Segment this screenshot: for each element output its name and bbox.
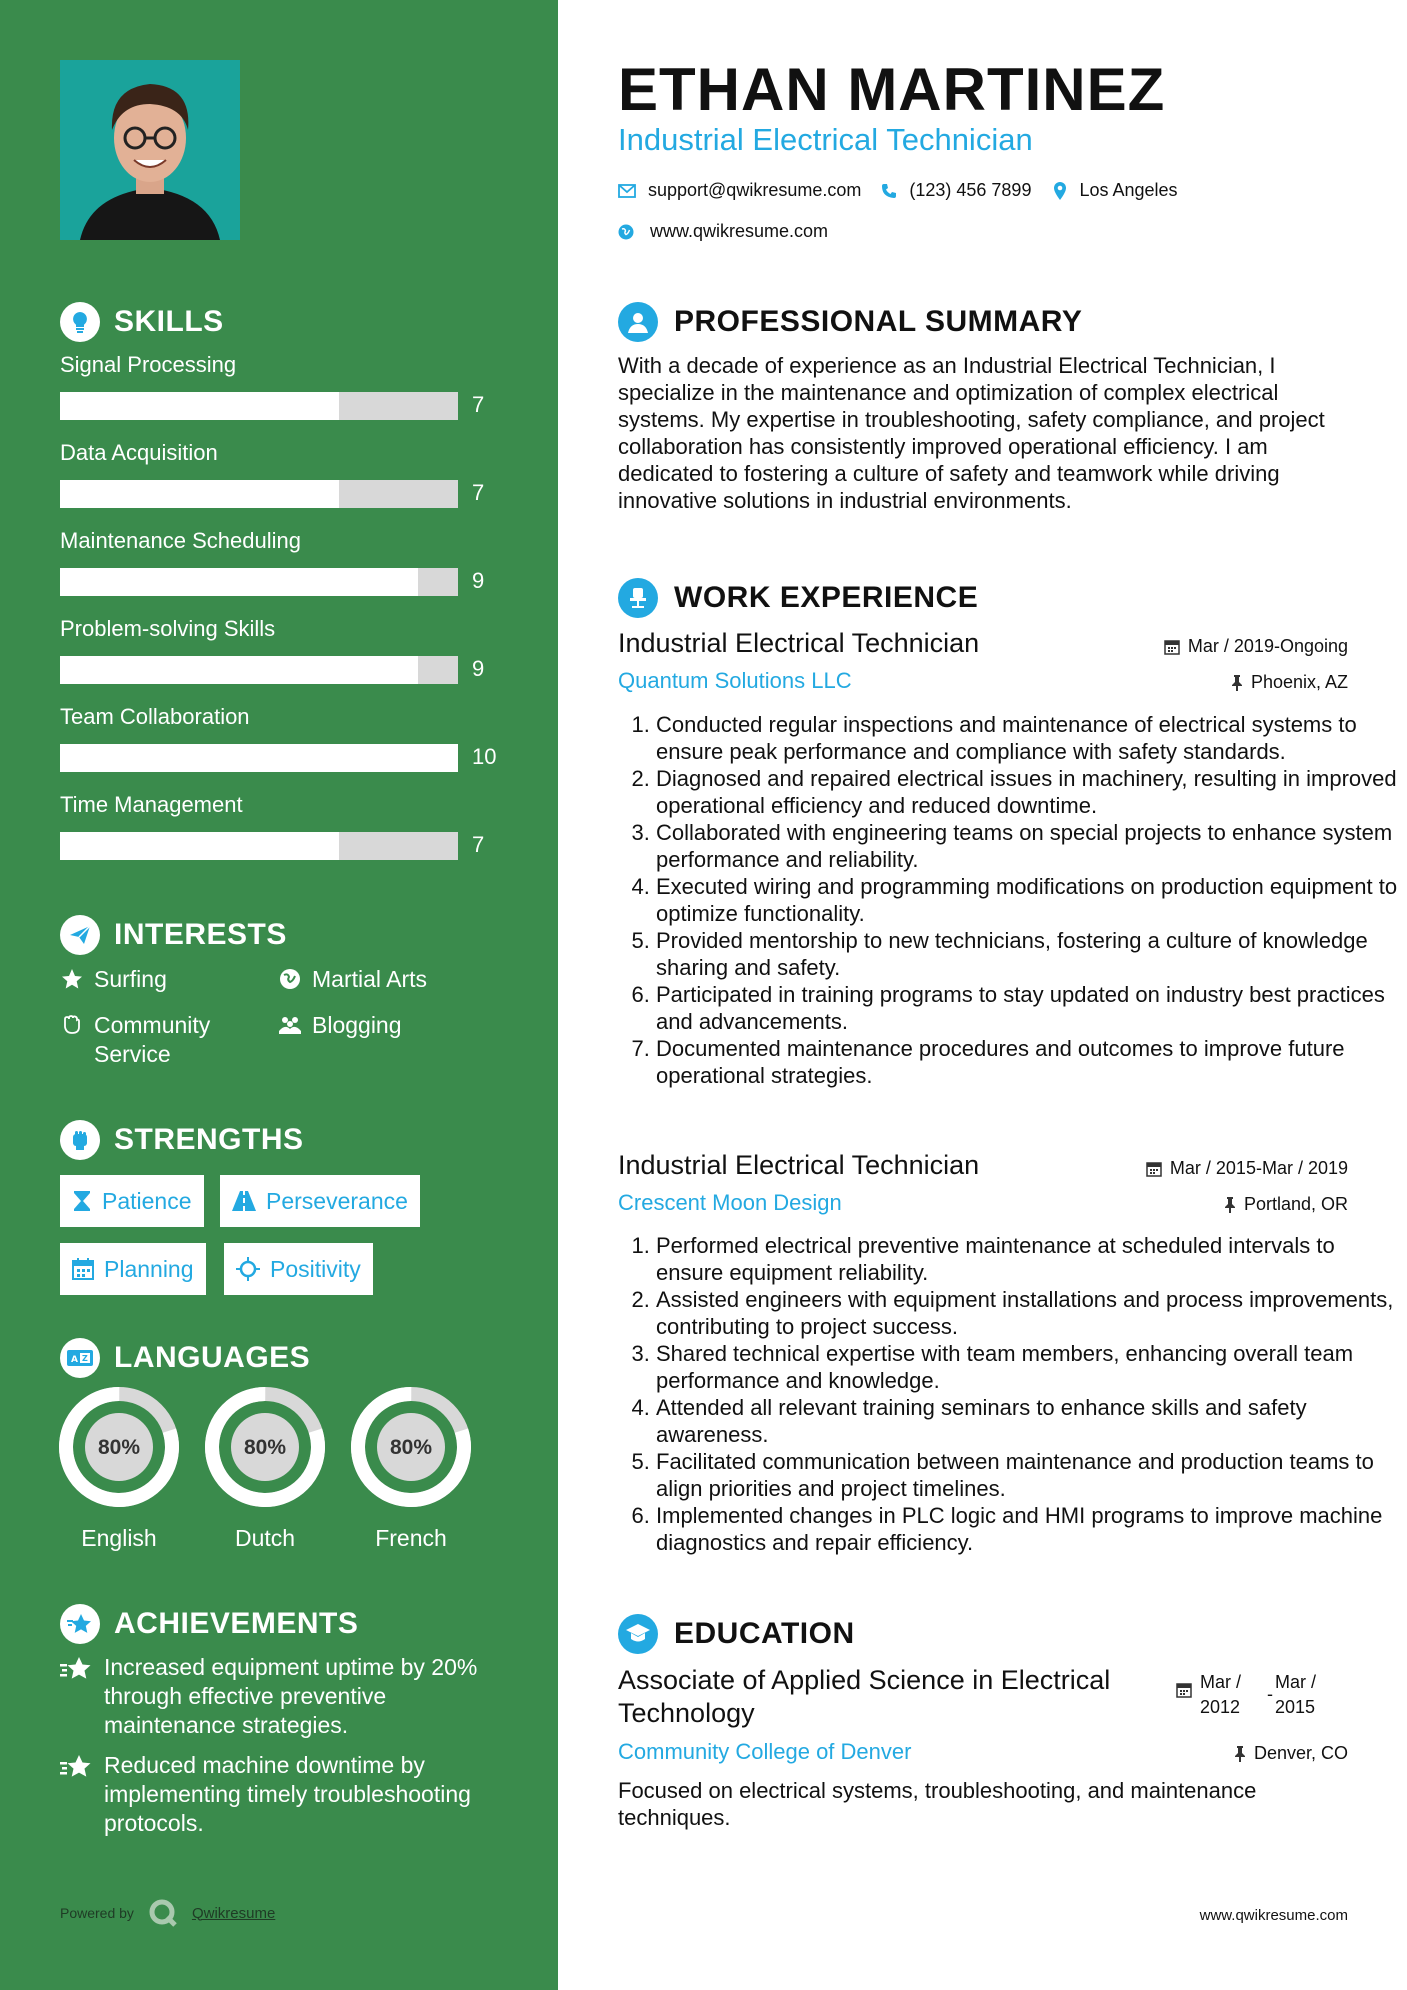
strength-chip bbox=[220, 1175, 420, 1227]
job-location bbox=[1231, 672, 1348, 693]
strengths-title: STRENGTHS bbox=[114, 1123, 304, 1156]
language-ring bbox=[350, 1386, 472, 1508]
education-location-text: Denver, CO bbox=[1253, 1743, 1348, 1763]
education-description: Focused on electrical systems, troubleshooting, and maintenance techniques. bbox=[618, 1778, 1257, 1830]
skill-item bbox=[60, 792, 500, 880]
interest-item bbox=[60, 965, 260, 994]
duty-item: 5. Provided mentorship to new technicians, fostering a culture of knowledge sharing and safety. bbox=[656, 927, 1406, 981]
skill-level: 7 bbox=[472, 832, 485, 857]
interests-title: INTERESTS bbox=[114, 918, 287, 951]
language-ring bbox=[58, 1386, 180, 1508]
group-icon bbox=[278, 1013, 302, 1037]
skill-level: 10 bbox=[472, 744, 497, 769]
achievement-text: Reduced machine downtime by implementing timely troubleshooting protocols. bbox=[104, 1752, 471, 1836]
skill-bar-fill bbox=[60, 568, 418, 596]
skill-bar-fill bbox=[60, 744, 458, 772]
skill-level: 9 bbox=[472, 656, 485, 681]
skill-bar bbox=[60, 392, 458, 420]
qwikresume-link[interactable]: Qwikresume bbox=[191, 1904, 276, 1922]
skill-bar bbox=[60, 744, 458, 772]
skill-bar bbox=[60, 480, 458, 508]
main-content bbox=[558, 0, 1407, 1990]
skill-item bbox=[60, 352, 500, 440]
sun-icon bbox=[236, 1257, 260, 1281]
duty-item: 4. Attended all relevant training seminars to enhance skills and safety awareness. bbox=[656, 1394, 1406, 1448]
pushpin-icon bbox=[1234, 1746, 1246, 1762]
language-name: English bbox=[81, 1525, 157, 1551]
language-item bbox=[350, 1386, 472, 1552]
education-start bbox=[1200, 1670, 1241, 1720]
job-duties bbox=[618, 1232, 1406, 1556]
job-location-text: Phoenix, AZ bbox=[1250, 672, 1348, 692]
user-icon bbox=[618, 302, 658, 342]
education-title: EDUCATION bbox=[674, 1617, 855, 1650]
interest-item bbox=[60, 1011, 260, 1069]
job-location-text: Portland, OR bbox=[1243, 1194, 1348, 1214]
skills-list bbox=[60, 352, 500, 880]
skill-level: 7 bbox=[472, 392, 485, 417]
skill-bar-fill bbox=[60, 392, 339, 420]
achievement-item bbox=[60, 1751, 510, 1838]
pushpin-icon bbox=[1231, 675, 1243, 691]
interest-label: Community Service bbox=[94, 1012, 211, 1067]
skill-bar bbox=[60, 568, 458, 596]
skill-item bbox=[60, 528, 500, 616]
achievement-text: Increased equipment uptime by 20% through effective preventive maintenance strategies. bbox=[104, 1654, 478, 1738]
language-item bbox=[204, 1386, 326, 1552]
candidate-role: Industrial Electrical Technician bbox=[618, 122, 1033, 157]
skills-heading bbox=[60, 302, 224, 342]
duty-item: 7. Documented maintenance procedures and outcomes to improve future operational strategies. bbox=[656, 1035, 1406, 1089]
language-name: French bbox=[375, 1525, 447, 1551]
profile-photo bbox=[60, 60, 240, 240]
duty-item: 2. Diagnosed and repaired electrical issues in machinery, resulting in improved operational efficiency and reduced downtime. bbox=[656, 765, 1406, 819]
calendar-icon bbox=[1146, 1161, 1162, 1177]
translate-icon bbox=[60, 1338, 100, 1378]
duty-item: 1. Performed electrical preventive maintenance at scheduled intervals to ensure equipment reliability. bbox=[656, 1232, 1406, 1286]
achievements-heading bbox=[60, 1604, 358, 1644]
education-end-year: 2015 bbox=[1275, 1697, 1316, 1717]
interest-item bbox=[278, 965, 478, 994]
skill-bar-fill bbox=[60, 832, 339, 860]
education-end bbox=[1275, 1670, 1316, 1720]
hourglass-icon bbox=[72, 1190, 92, 1212]
language-percent: 80% bbox=[243, 1436, 287, 1459]
powered-by bbox=[60, 1898, 275, 1928]
award-star-icon bbox=[60, 1753, 92, 1783]
job-location bbox=[1224, 1194, 1348, 1215]
fist-icon bbox=[60, 1120, 100, 1160]
job-dates bbox=[1164, 636, 1348, 657]
calendar-icon bbox=[72, 1258, 94, 1280]
skill-name: Data Acquisition bbox=[60, 440, 218, 465]
map-marker-icon bbox=[1053, 182, 1067, 200]
website-link[interactable]: www.qwikresume.com bbox=[650, 221, 829, 241]
interest-label: Blogging bbox=[312, 1012, 402, 1038]
candidate-name: ETHAN MARTINEZ bbox=[618, 56, 1166, 123]
skill-level: 7 bbox=[472, 480, 485, 505]
skills-title: SKILLS bbox=[114, 305, 224, 338]
achievement-item bbox=[60, 1653, 510, 1740]
school-name: Community College of Denver bbox=[618, 1739, 912, 1764]
footer-url[interactable]: www.qwikresume.com bbox=[1199, 1907, 1348, 1924]
summary-title: PROFESSIONAL SUMMARY bbox=[674, 305, 1083, 338]
summary-heading bbox=[618, 302, 1082, 342]
experience-title: WORK EXPERIENCE bbox=[674, 581, 979, 614]
svg-text:A: A bbox=[71, 1355, 78, 1365]
duty-item: 3. Collaborated with engineering teams on special projects to enhance system performance and reliability. bbox=[656, 819, 1406, 873]
job-title: Industrial Electrical Technician bbox=[618, 628, 980, 658]
education-heading bbox=[618, 1614, 855, 1654]
interest-item bbox=[278, 1011, 478, 1040]
strength-label: Positivity bbox=[270, 1255, 361, 1282]
globe-icon bbox=[278, 967, 302, 991]
skill-item bbox=[60, 704, 500, 792]
education-location bbox=[1234, 1743, 1348, 1764]
calendar-icon bbox=[1164, 639, 1180, 655]
strength-label: Planning bbox=[104, 1255, 194, 1282]
award-star-icon bbox=[60, 1604, 100, 1644]
hand-icon bbox=[60, 1013, 84, 1037]
award-star-icon bbox=[60, 1655, 92, 1685]
language-ring bbox=[204, 1386, 326, 1508]
job-dates-text: Mar / 2019-Ongoing bbox=[1187, 636, 1348, 656]
experience-heading bbox=[618, 578, 978, 618]
strength-chip bbox=[60, 1243, 206, 1295]
sidebar bbox=[0, 0, 558, 1990]
skill-item bbox=[60, 440, 500, 528]
duty-item: 5. Facilitated communication between maintenance and production teams to align priorities and project timelines. bbox=[656, 1448, 1406, 1502]
duty-item: 3. Shared technical expertise with team members, enhancing overall team performance and knowledge. bbox=[656, 1340, 1406, 1394]
job-title: Industrial Electrical Technician bbox=[618, 1150, 980, 1180]
interests-heading bbox=[60, 915, 287, 955]
language-percent: 80% bbox=[97, 1436, 141, 1459]
skill-name: Time Management bbox=[60, 792, 243, 817]
summary-text: With a decade of experience as an Industrial Electrical Technician, I specialize in the maintenance and optimization of complex electrical systems. My expertise in troubleshooting, safety compliance, and project collaboration has consistently improved operational efficiency. I am dedicated to fostering a culture of safety and teamwork while driving innovative solutions in industrial environments. bbox=[618, 353, 1325, 513]
language-percent: 80% bbox=[389, 1436, 433, 1459]
website-row bbox=[618, 221, 828, 242]
education-date-dash: - bbox=[1267, 1684, 1274, 1704]
languages-title: LANGUAGES bbox=[114, 1341, 311, 1374]
skill-bar bbox=[60, 832, 458, 860]
interest-label: Surfing bbox=[94, 966, 167, 992]
strength-chip bbox=[224, 1243, 373, 1295]
job-dates bbox=[1146, 1158, 1348, 1179]
education-end-month: Mar / bbox=[1275, 1672, 1317, 1692]
graduation-icon bbox=[618, 1614, 658, 1654]
calendar-icon bbox=[1176, 1682, 1192, 1698]
duty-item: 4. Executed wiring and programming modifications on production equipment to optimize functionality. bbox=[656, 873, 1406, 927]
skill-bar-fill bbox=[60, 656, 418, 684]
skill-level: 9 bbox=[472, 568, 485, 593]
skill-name: Signal Processing bbox=[60, 352, 237, 377]
paper-plane-icon bbox=[60, 915, 100, 955]
location-text: Los Angeles bbox=[1079, 180, 1178, 200]
duty-item: 1. Conducted regular inspections and maintenance of electrical systems to ensure peak performance and compliance with safety standards. bbox=[656, 711, 1406, 765]
skill-name: Problem-solving Skills bbox=[60, 616, 276, 641]
strength-label: Perseverance bbox=[266, 1187, 408, 1214]
language-item bbox=[58, 1386, 180, 1552]
strength-label: Patience bbox=[102, 1187, 192, 1214]
lightbulb-icon bbox=[60, 302, 100, 342]
strength-chip bbox=[60, 1175, 204, 1227]
phone-number: (123) 456 7899 bbox=[909, 180, 1032, 200]
star-icon bbox=[60, 967, 84, 991]
degree-title: Associate of Applied Science in Electrical Technology bbox=[618, 1665, 1111, 1728]
interest-label: Martial Arts bbox=[312, 966, 428, 992]
job-duties bbox=[618, 711, 1406, 1089]
contact-row bbox=[618, 180, 1178, 201]
company-name: Crescent Moon Design bbox=[618, 1190, 842, 1215]
skill-bar-fill bbox=[60, 480, 339, 508]
duty-item: 2. Assisted engineers with equipment installations and process improvements, contributing to project success. bbox=[656, 1286, 1406, 1340]
pushpin-icon bbox=[1224, 1197, 1236, 1213]
globe-icon bbox=[618, 224, 634, 240]
education-dates bbox=[1176, 1670, 1316, 1720]
strengths-heading bbox=[60, 1120, 304, 1160]
email-link[interactable]: support@qwikresume.com bbox=[648, 180, 862, 200]
skill-name: Team Collaboration bbox=[60, 704, 250, 729]
skill-name: Maintenance Scheduling bbox=[60, 528, 301, 553]
education-start-year: 2012 bbox=[1200, 1697, 1241, 1717]
chair-icon bbox=[618, 578, 658, 618]
envelope-icon bbox=[618, 184, 636, 198]
education-start-month: Mar / bbox=[1200, 1672, 1242, 1692]
duty-item: 6. Implemented changes in PLC logic and HMI programs to improve machine diagnostics and repair efficiency. bbox=[656, 1502, 1406, 1556]
job-dates-text: Mar / 2015-Mar / 2019 bbox=[1169, 1158, 1348, 1178]
powered-by-label: Powered by bbox=[60, 1905, 134, 1921]
language-name: Dutch bbox=[234, 1525, 296, 1551]
skill-bar bbox=[60, 656, 458, 684]
company-name: Quantum Solutions LLC bbox=[618, 668, 852, 693]
achievements-title: ACHIEVEMENTS bbox=[114, 1607, 359, 1640]
duty-item: 6. Participated in training programs to stay updated on industry best practices and advancements. bbox=[656, 981, 1406, 1035]
svg-text:Z: Z bbox=[82, 1354, 88, 1363]
phone-icon bbox=[881, 183, 897, 199]
road-icon bbox=[232, 1191, 256, 1211]
languages-heading bbox=[60, 1338, 310, 1378]
skill-item bbox=[60, 616, 500, 704]
qwikresume-logo-icon bbox=[148, 1898, 178, 1928]
